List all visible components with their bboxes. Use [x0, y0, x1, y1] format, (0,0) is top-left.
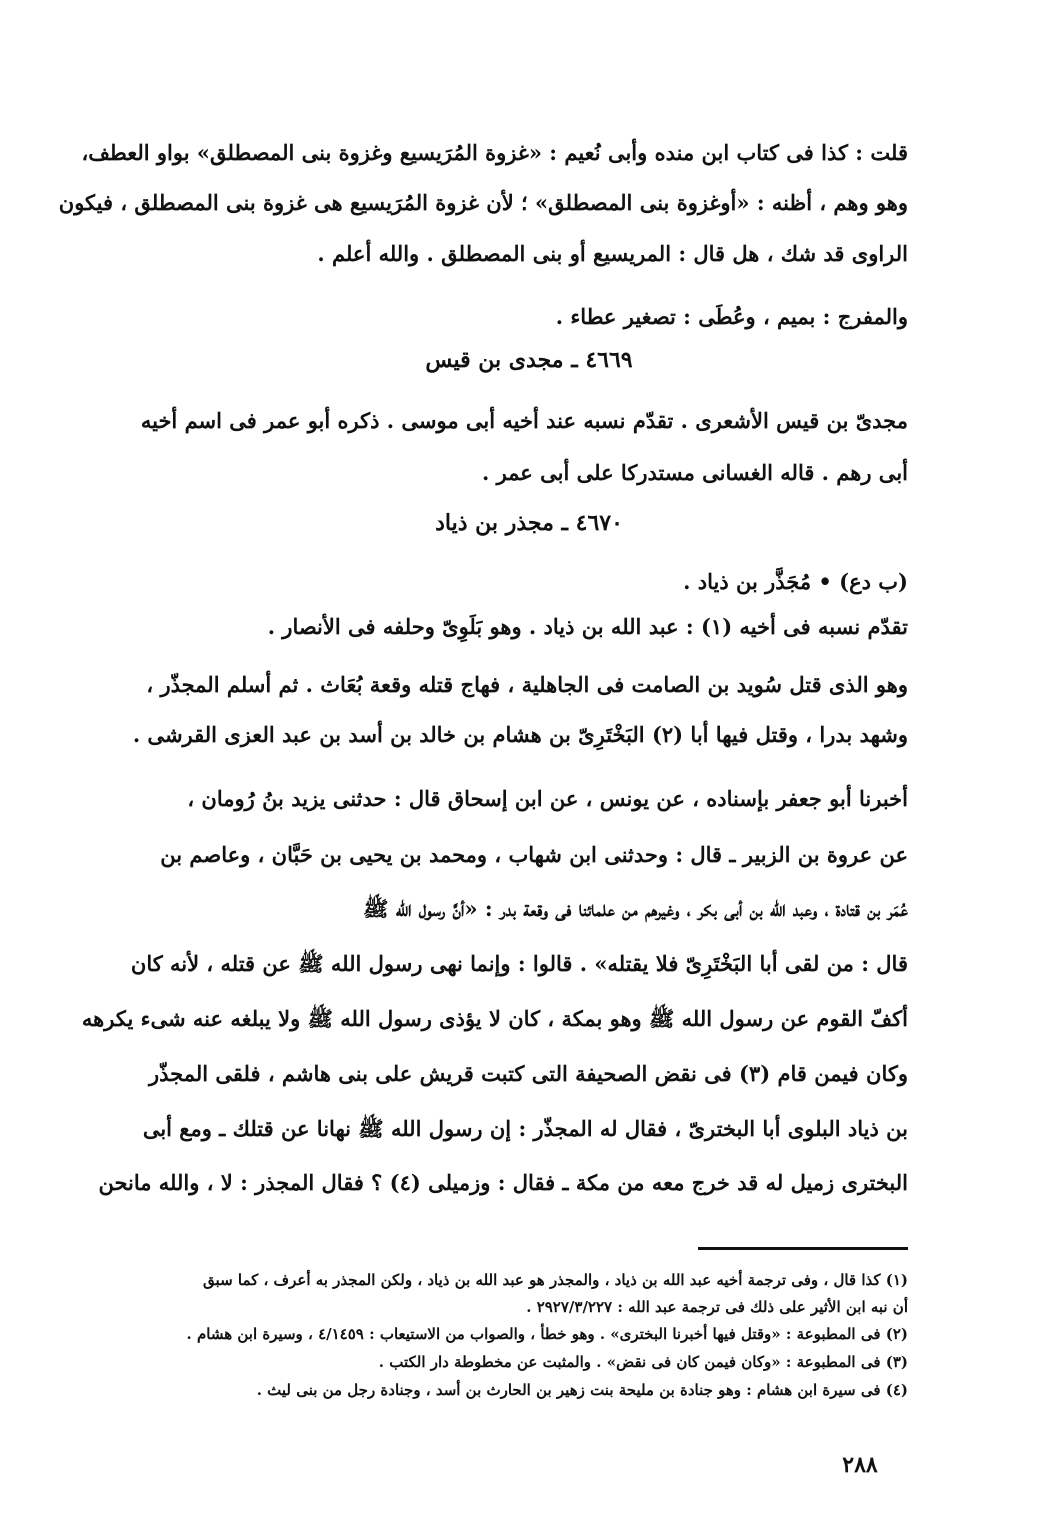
entry-heading: ٤٦٦٩ ـ مجدى بن قيس — [425, 347, 633, 373]
text-line: عن عروة بن الزبير ـ قال : وحدثنى ابن شهاب ، ومحمد بن يحيى بن حَبَّان ، وعاصم بن — [160, 842, 908, 867]
text-line: (ب دع) • مُجَذَّر بن ذياد . — [683, 569, 908, 594]
footnote-line: (٣) فى المطبوعة : «وكان فيمن كان فى نقض» . والمثبت عن مخطوطة دار الكتب . — [378, 1353, 908, 1371]
footnote-line: (٢) فى المطبوعة : «وقتل فيها أخبرنا البخترى» . وهو خطأ ، والصواب من الاستيعاب : ٤/١٤٥٩ ، وسيرة ابن هشام . — [186, 1325, 908, 1343]
entry-heading: ٤٦٧٠ ـ مجذر بن ذياد — [435, 510, 623, 536]
text-line: قلت : كذا فى كتاب ابن منده وأبى نُعيم : «غزوة المُرَيسيع وغزوة بنى المصطلق» بواو العطف، — [81, 140, 908, 165]
footnote-divider — [698, 1247, 908, 1250]
text-line: تقدّم نسبه فى أخيه (١) : عبد الله بن ذياد . وهو بَلَوِىّ وحلفه فى الأنصار . — [267, 614, 908, 639]
text-line: أخبرنا أبو جعفر بإسناده ، عن يونس ، عن ابن إسحاق قال : حدثنى يزيد بنُ رُومان ، — [187, 786, 908, 811]
text-line: مجدىّ بن قيس الأشعرى . تقدّم نسبه عند أخيه أبى موسى . ذكره أبو عمر فى اسم أخيه — [140, 408, 908, 433]
text-line: أكفّ القوم عن رسول الله ﷺ وهو بمكة ، كان لا يؤذى رسول الله ﷺ ولا يبلغه عنه شىء يكرهه — [81, 1006, 908, 1031]
text-line: والمفرج : بميم ، وعُطَى : تصغير عطاء . — [555, 304, 908, 329]
page-number: ٢٨٨ — [842, 1452, 878, 1478]
text-line: وكان فيمن قام (٣) فى نقض الصحيفة التى كتبت قريش على بنى هاشم ، فلقى المجذّر — [149, 1061, 908, 1086]
text-line: وهو وهم ، أظنه : «أوغزوة بنى المصطلق» ؛ لأن غزوة المُرَيسيع هى غزوة بنى المصطلق ، فيكون — [58, 190, 908, 215]
text-line: عُمَر بن قتادة ، وعبد الله بن أبى بكر ، وغيرهم من علمائنا فى وقعة بدر : «أنَّ رسول الله ﷺ — [363, 896, 908, 921]
footnote-line: أن نبه ابن الأثير على ذلك فى ترجمة عبد الله : ٢٩٢٧/٣/٢٢٧ . — [526, 1298, 908, 1316]
text-line: وشهد بدرا ، وقتل فيها أبا (٢) البَخْتَرِىّ بن هشام بن خالد بن أسد بن عبد العزى القرشى . — [132, 722, 908, 747]
text-line: قال : من لقى أبا البَخْتَرِىّ فلا يقتله» . قالوا : وإنما نهى رسول الله ﷺ عن قتله ، لأنه كان — [130, 951, 908, 976]
text-line: البخترى زميل له قد خرج معه من مكة ـ فقال : وزميلى (٤) ؟ فقال المجذر : لا ، والله مانحن — [98, 1170, 908, 1195]
text-line: الراوى قد شك ، هل قال : المريسيع أو بنى المصطلق . والله أعلم . — [317, 241, 908, 266]
text-line: أبى رهم . قاله الغسانى مستدركا على أبى عمر . — [481, 460, 908, 485]
footnote-line: (٤) فى سيرة ابن هشام : وهو جنادة بن مليحة بنت زهير بن الحارث بن أسد ، وجنادة رجل من بنى ليث . — [256, 1381, 908, 1399]
footnote-line: (١) كذا قال ، وفى ترجمة أخيه عبد الله بن ذياد ، والمجذر هو عبد الله بن ذياد ، ولكن المجذر به أعرف ، كما سبق — [203, 1271, 908, 1289]
text-line: بن ذياد البلوى أبا البخترىّ ، فقال له المجذّر : إن رسول الله ﷺ نهانا عن قتلك ـ ومع أبى — [142, 1116, 908, 1141]
text-line: وهو الذى قتل سُويد بن الصامت فى الجاهلية ، فهاج قتله وقعة بُعَاث . ثم أسلم المجذّر ، — [146, 672, 908, 697]
